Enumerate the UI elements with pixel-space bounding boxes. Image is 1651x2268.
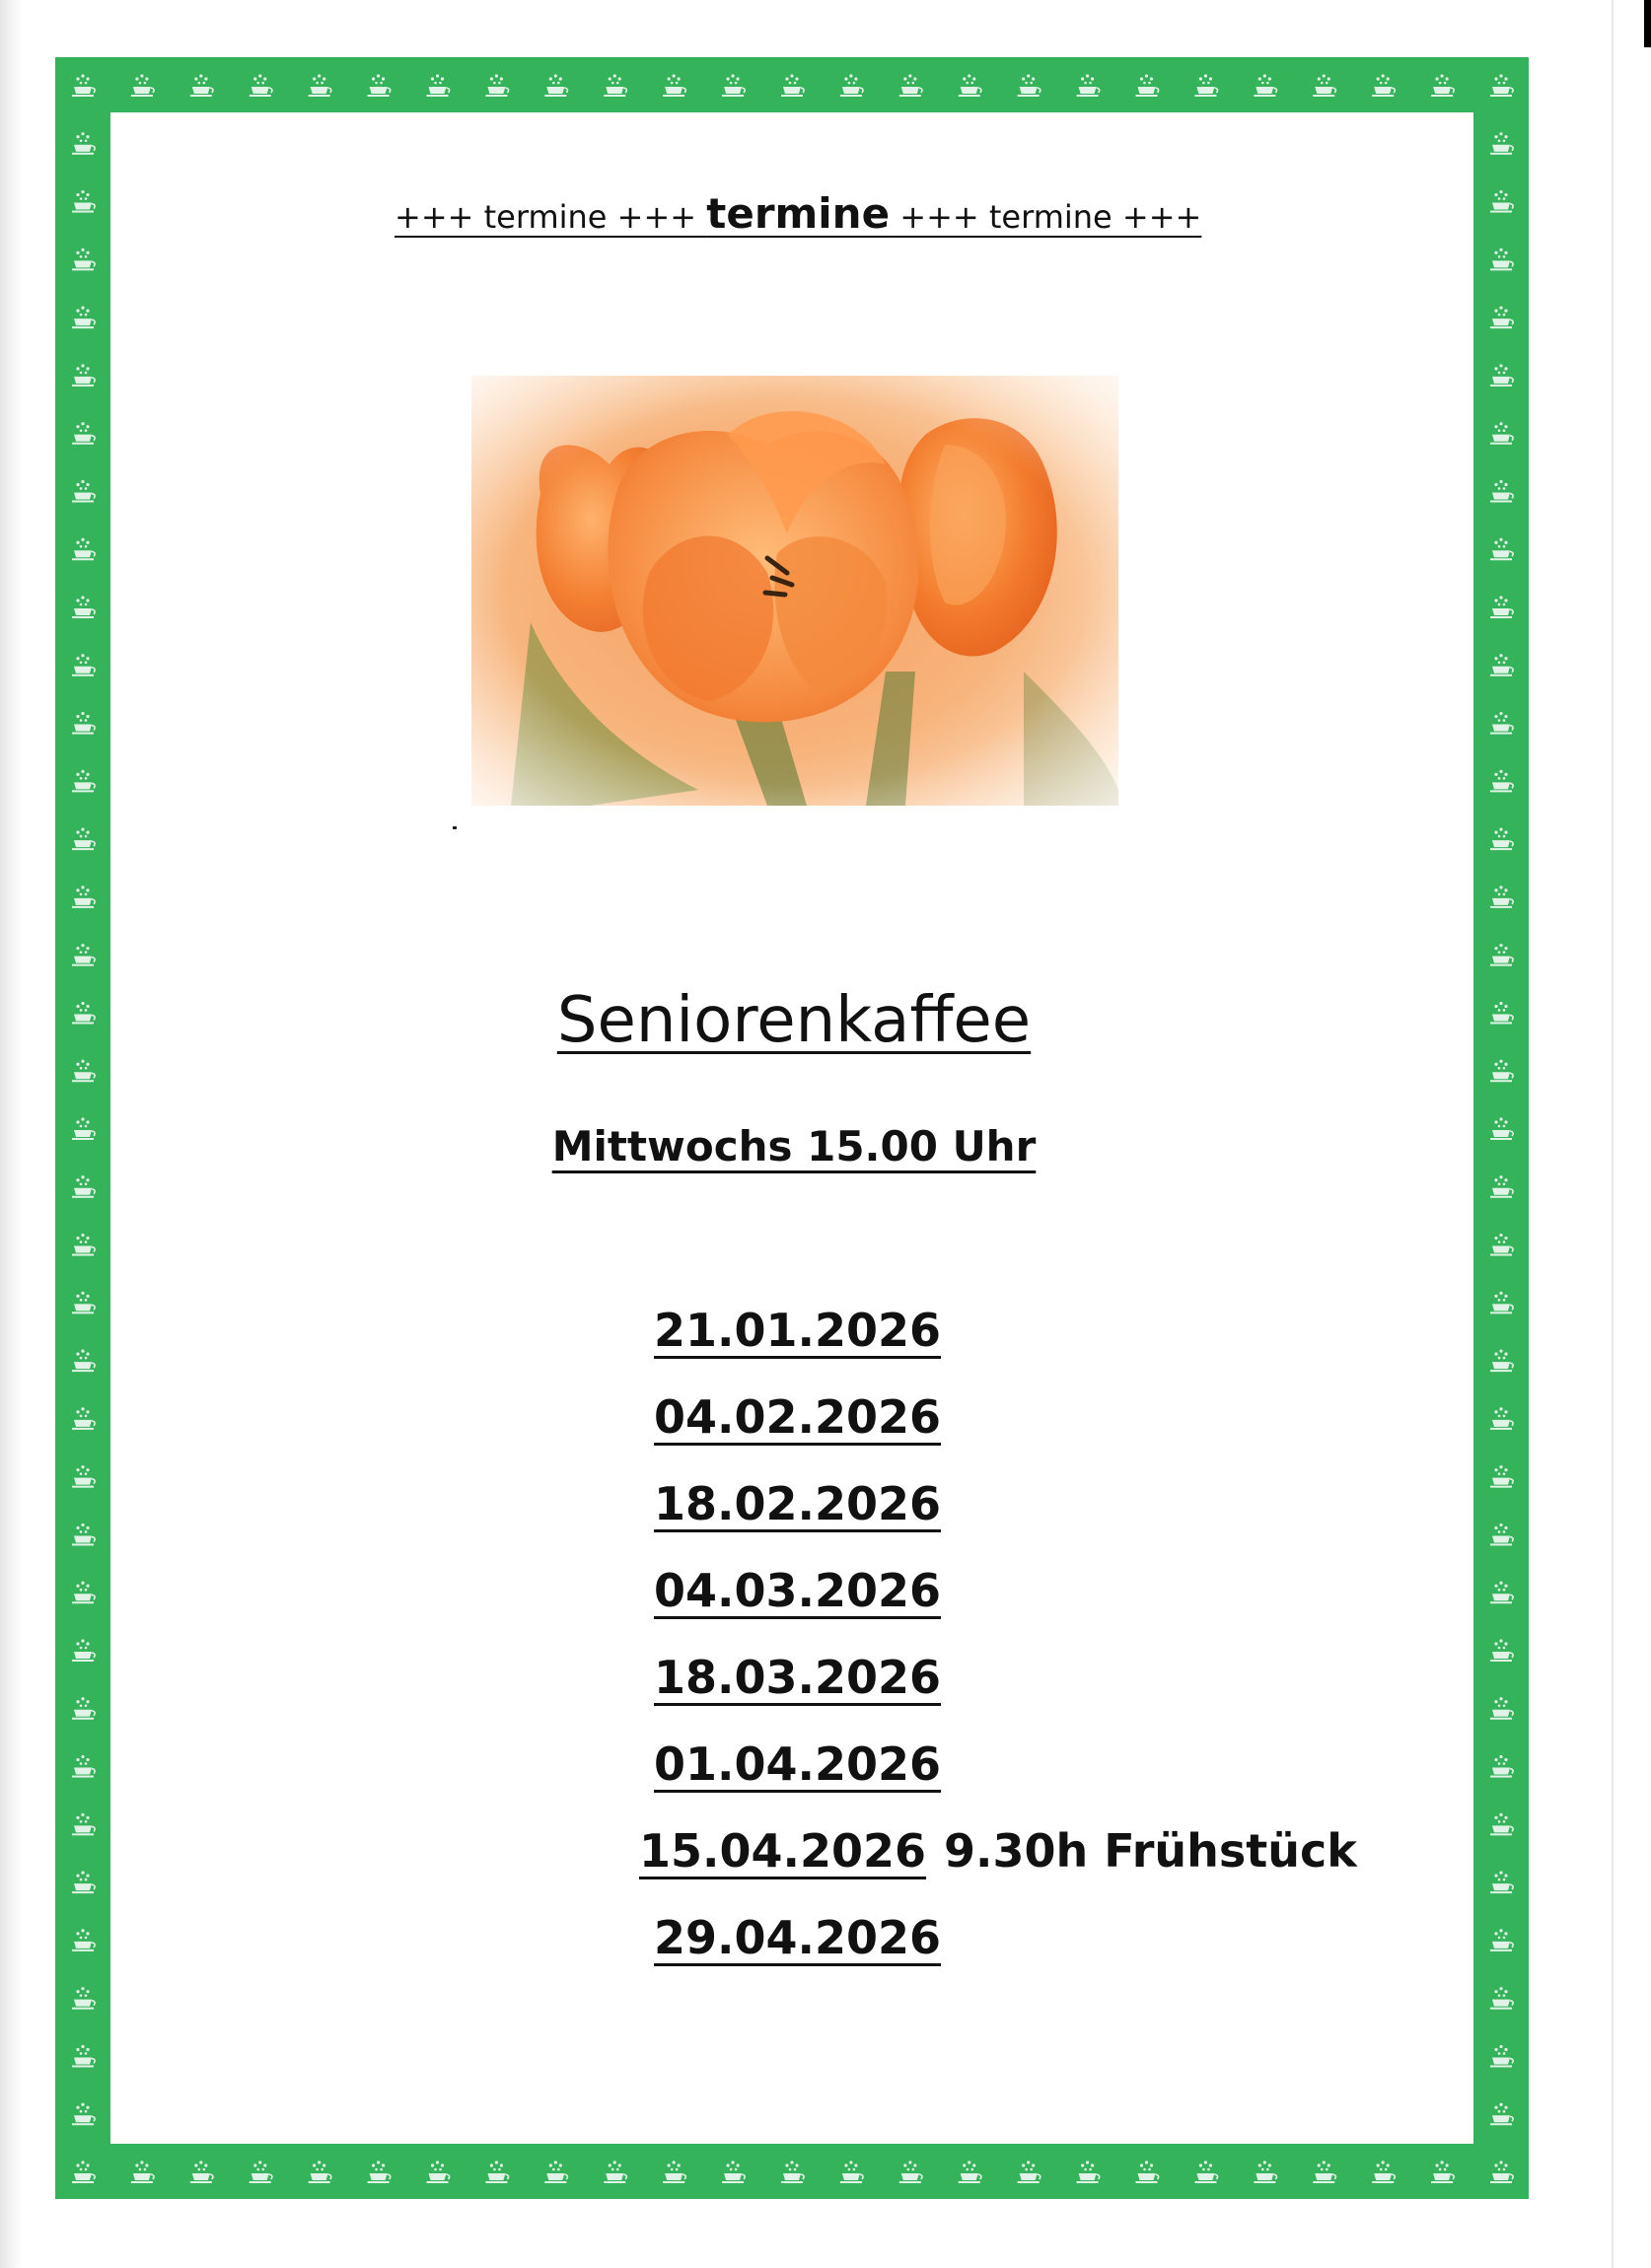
date-value: 04.02.2026 [654,1390,942,1444]
scan-corner-mark [1644,0,1651,47]
date-row [552,1824,1361,1915]
date-value: 21.01.2026 [654,1304,942,1357]
date-value: 01.04.2026 [654,1737,942,1791]
date-row [552,1737,1361,1828]
date-row [552,1911,1361,2002]
date-value: 18.03.2026 [654,1651,942,1704]
scan-edge-line [1612,0,1614,2268]
event-title [493,986,1095,1055]
date-value: 15.04.2026 [639,1824,927,1878]
event-title-text: Seniorenkaffee [556,984,1032,1057]
scan-shadow [0,0,22,2268]
headline-part-2: termine [706,189,891,238]
event-schedule [493,1124,1095,1169]
date-note: 9.30h Frühstück [944,1824,1357,1878]
date-value: 04.03.2026 [654,1564,942,1617]
tulip-photo [471,376,1118,806]
date-row [552,1564,1361,1655]
date-row [552,1304,1361,1394]
date-row [552,1651,1361,1741]
date-row [552,1390,1361,1481]
event-schedule-text: Mittwochs 15.00 Uhr [551,1122,1037,1170]
date-row [552,1477,1361,1568]
date-list [552,1304,1361,2002]
headline-part-1: +++ termine +++ [395,198,707,236]
headline-part-3: +++ termine +++ [890,198,1202,236]
headline-termine [395,189,1202,238]
date-value: 18.02.2026 [654,1477,942,1530]
scan-speck [453,826,457,829]
date-value: 29.04.2026 [654,1911,942,1964]
